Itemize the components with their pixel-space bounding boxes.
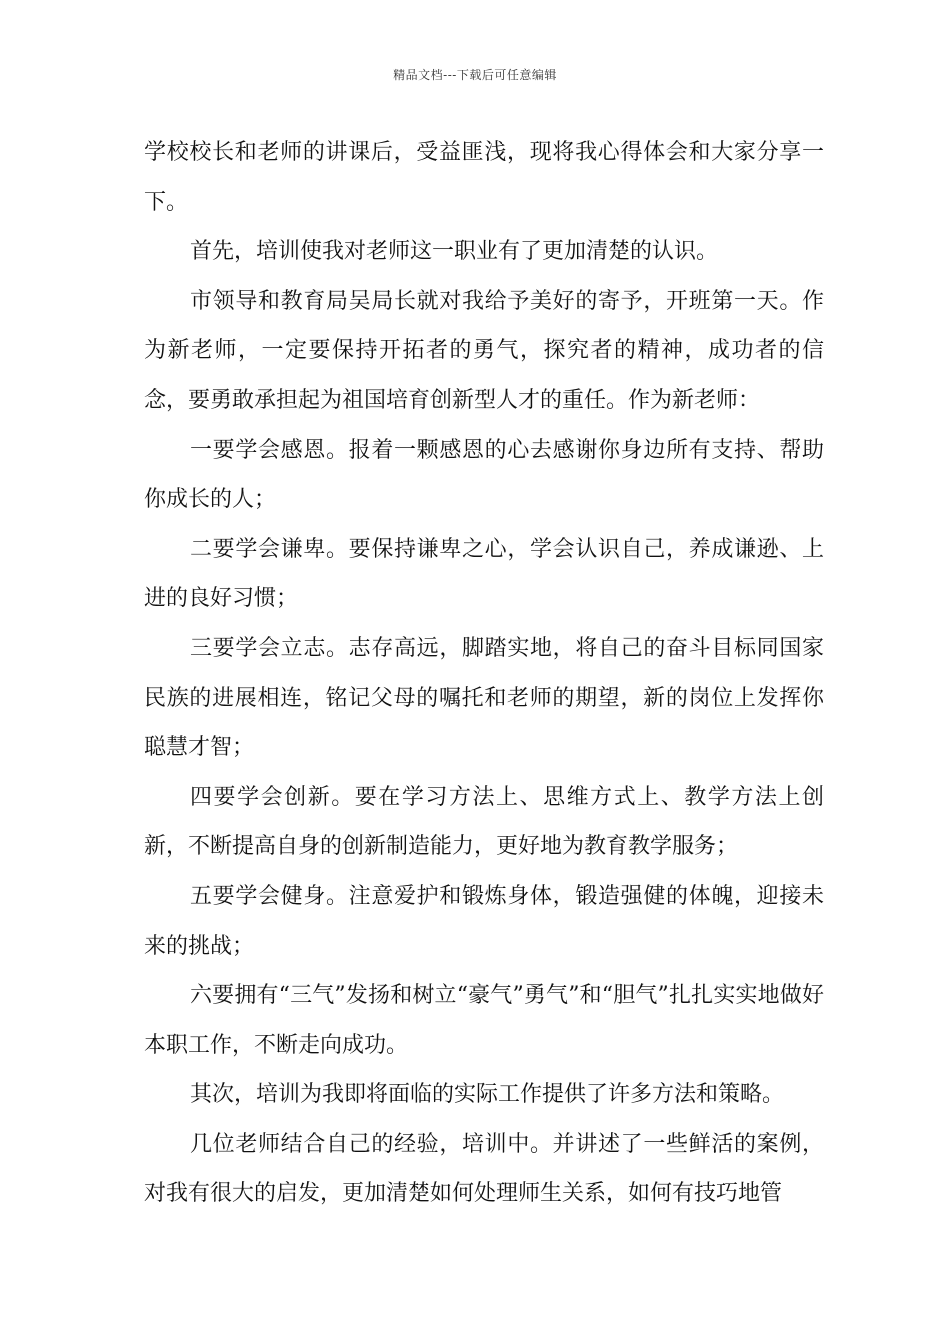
paragraph-3: 市领导和教育局吴局长就对我给予美好的寄予，开班第一天。作为新老师，一定要保持开拓者的勇气，探究者的精神，成功者的信念，要勇敢承担起为祖国培育创新型人才的重任。作为新老师： (144, 288, 824, 413)
paragraph-2: 首先，培训使我对老师这一职业有了更加清楚的认识。 (190, 239, 719, 265)
paragraph-1: 学校校长和老师的讲课后，受益匪浅，现将我心得体会和大家分享一下。 (144, 140, 824, 215)
paragraph-5: 二要学会谦卑。要保持谦卑之心，学会认识自己，养成谦逊、上进的良好习惯； (144, 536, 824, 612)
paragraph-4: 一要学会感恩。报着一颗感恩的心去感谢你身边所有支持、帮助你成长的人； (144, 437, 824, 513)
paragraph-11: 几位老师结合自己的经验，培训中。并讲述了一些鲜活的案例，对我有很大的启发，更加清楚如何处理师生关系，如何有技巧地管 (144, 1131, 824, 1207)
page-header: 精品文档---下载后可任意编辑 (393, 68, 557, 82)
paragraph-10: 其次，培训为我即将面临的实际工作提供了许多方法和策略。 (190, 1082, 785, 1108)
paragraph-7: 四要学会创新。要在学习方法上、思维方式上、教学方法上创新，不断提高自身的创新制造能力，更好地为教育教学服务； (144, 784, 824, 860)
paragraph-6: 三要学会立志。志存高远，脚踏实地，将自己的奋斗目标同国家民族的进展相连，铭记父母的嘱托和老师的期望，新的岗位上发挥你聪慧才智； (144, 635, 824, 761)
document-body (144, 128, 824, 1219)
paragraph-8: 五要学会健身。注意爱护和锻炼身体，锻造强健的体魄，迎接未来的挑战； (144, 883, 824, 959)
paragraph-9: 六要拥有“三气”发扬和树立“豪气”勇气”和“胆气”扎扎实实地做好本职工作，不断走向成功。 (144, 983, 824, 1058)
